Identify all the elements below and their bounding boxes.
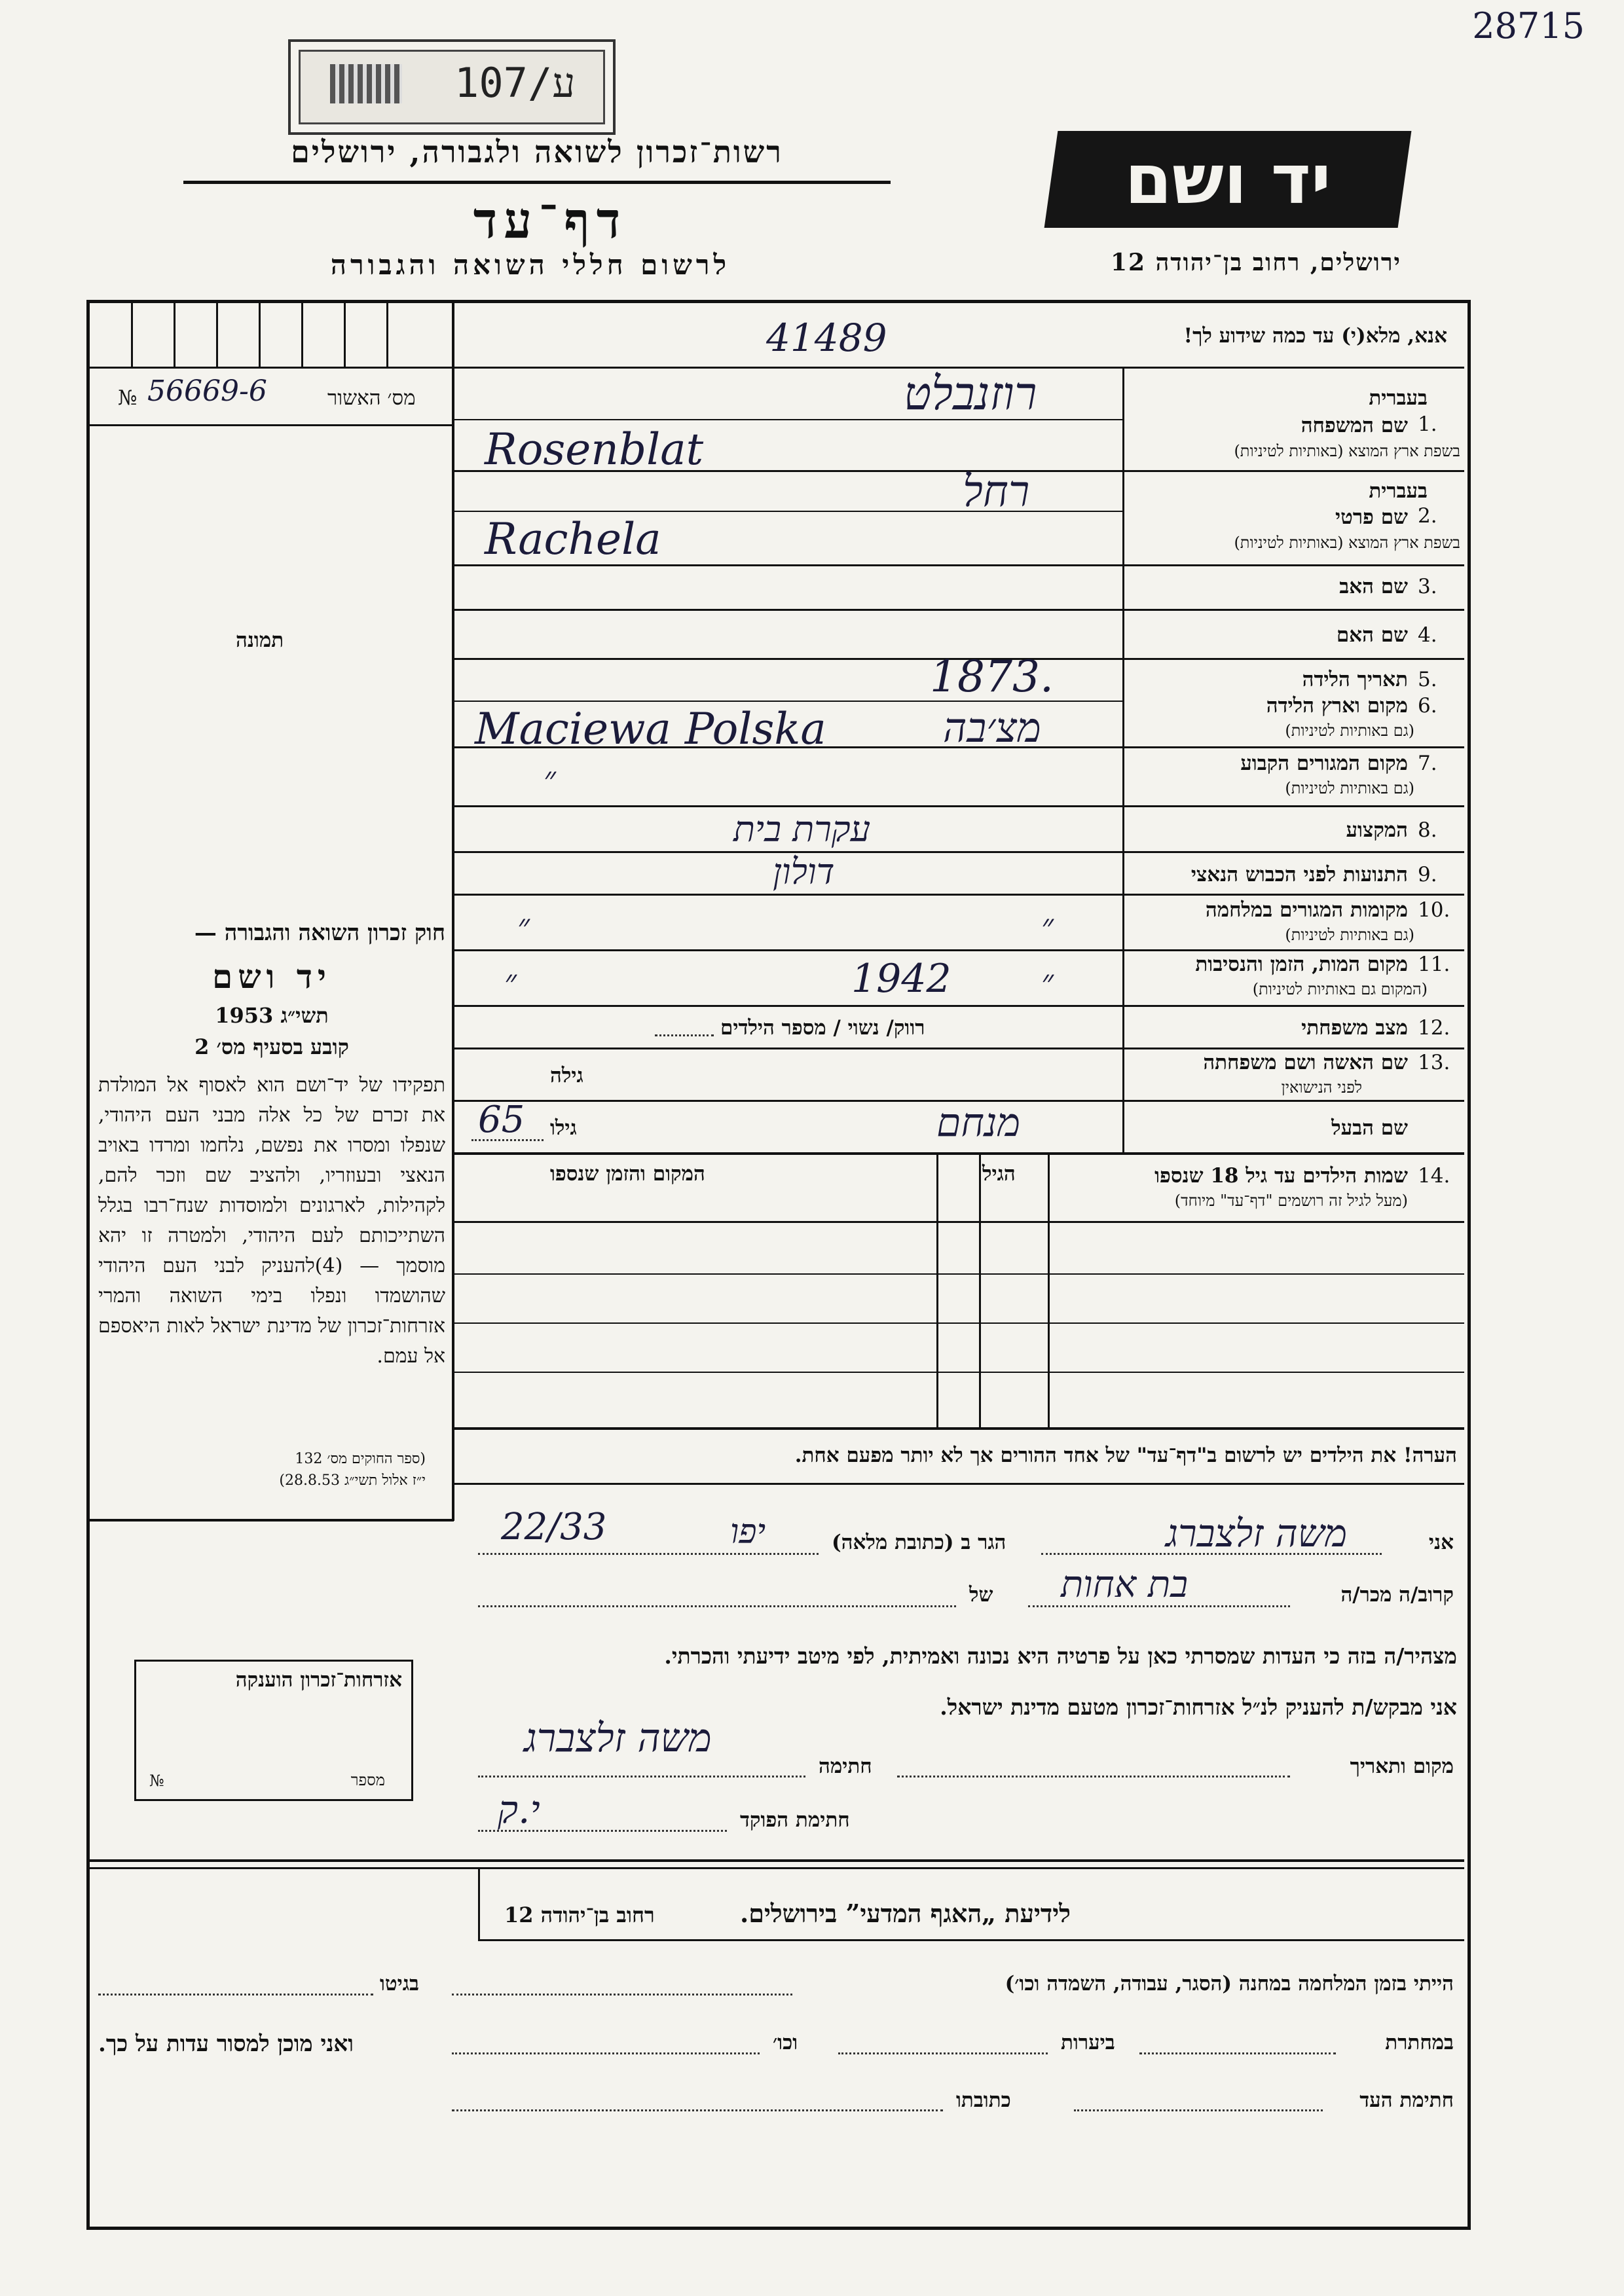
field6-value-latin: Maciewa Polska bbox=[475, 704, 826, 754]
law-year: תשי״ג 1953 bbox=[215, 1003, 329, 1028]
bottom-line2-c: וכו׳ bbox=[773, 2031, 798, 2054]
registration-number-value: 56669-6 bbox=[147, 374, 267, 408]
field2-value-latin: Rachela bbox=[485, 514, 661, 564]
children-sub: (מעל לגיל זה רושמים "דף־עד" מיוחד) bbox=[1174, 1192, 1408, 1210]
field2-label: שם פרטי bbox=[1335, 505, 1408, 529]
field11-value-year: 1942 bbox=[851, 956, 951, 1002]
logo-block bbox=[1044, 131, 1412, 228]
law-source: (ספר החוקים מס׳ 132 bbox=[295, 1451, 426, 1467]
husband-age-value: 65 bbox=[478, 1099, 525, 1141]
field1-label: שם המשפחה bbox=[1301, 414, 1408, 437]
field11-label: מקום המות, הזמן והנסיבות bbox=[1195, 953, 1408, 976]
place-date-label: מקום ותאריך bbox=[1350, 1755, 1454, 1778]
declarant-address: 22/33 bbox=[501, 1506, 607, 1548]
field11-value-b: ״ bbox=[1041, 962, 1054, 1000]
bottom-line1-a: הייתי בזמן המלחמה במחנה (הסגר, עבודה, השמדה וכו׳) bbox=[1005, 1972, 1454, 1995]
declarant-relation: בת אחות bbox=[1061, 1563, 1189, 1606]
form-title: דף־עד bbox=[473, 191, 627, 249]
stamp-number: 107/ע bbox=[454, 59, 576, 107]
photo-label: תמונה bbox=[236, 629, 284, 652]
signature-value: משה זלצברג bbox=[524, 1715, 712, 1761]
field13-age-label: גילה bbox=[550, 1064, 583, 1087]
field3-num: 3. bbox=[1418, 575, 1437, 598]
field6-label: מקום וארץ הלידה bbox=[1266, 694, 1408, 718]
field4-num: 4. bbox=[1418, 623, 1437, 647]
field10-value-a: ״ bbox=[517, 907, 530, 945]
field11-sub: (המקום גם באותיות לטיניות) bbox=[1252, 980, 1428, 998]
field12-num: 12. bbox=[1418, 1016, 1450, 1040]
field5-num: 5. bbox=[1418, 668, 1437, 691]
declarant-name: משה זלצברג bbox=[1166, 1511, 1348, 1556]
field13-num: 13. bbox=[1418, 1051, 1450, 1074]
field2-hebrew-tag: בעברית bbox=[1369, 479, 1428, 503]
declarant-residing-label: הגר ב (כתובת מלאה) bbox=[832, 1531, 1006, 1554]
law-name: יד ושם bbox=[212, 957, 331, 996]
field2-num: 2. bbox=[1418, 504, 1437, 528]
field10-label: מקומות המגורים במלחמה bbox=[1205, 898, 1408, 922]
children-label: שמות הילדים עד גיל 18 שנספו bbox=[1154, 1164, 1408, 1188]
law-text: תפקידו של יד־ושם הוא לאסוף אל המולדת את זכרם של כל אלה מבני העם היהודי, שנפלו ומסרו את נפשם, נלחמו ומרדו באויב הנאצי ובעוזריו, ולהציב שם וזכר להם, לקהילות, לארגונים ולמוסדות שנח־רבו בגלל השתייכותם לעם היהודי, ולמטרה זו יהא מוסמך — (4)להעניק לבני העם היהודי שהושמדו ונפלו בימי השואה והמרי אזרחות־זכרון של מדינת ישראל לאות היאספם אל עמם. bbox=[98, 1074, 445, 1368]
authority-name: רשות־זכרון לשואה ולגבורה, ירושלים bbox=[291, 134, 783, 170]
declarant-address-city: יפו bbox=[730, 1512, 766, 1552]
field1-sub: בשפת ארץ המוצא (באותיות לטיניות) bbox=[1234, 442, 1460, 460]
signature-label: חתימה bbox=[819, 1755, 872, 1778]
declarant-request: אני מבקש/ת להעניק לנ״ל אזרחות־זכרון מטעם מדינת ישראל. bbox=[940, 1694, 1457, 1720]
citizenship-number-mark: № bbox=[149, 1772, 164, 1790]
field8-num: 8. bbox=[1418, 818, 1437, 842]
field11-value-a: ״ bbox=[504, 962, 517, 1000]
citizenship-box bbox=[134, 1660, 413, 1801]
husband-value: מנחם bbox=[936, 1100, 1021, 1146]
bottom-title: לידיעת „האגף המדעי” בירושלים. bbox=[740, 1899, 1071, 1928]
field11-num: 11. bbox=[1418, 953, 1450, 976]
registration-number-label: מס׳ האשור bbox=[327, 386, 416, 410]
husband-age-label: גילו bbox=[550, 1116, 577, 1140]
bottom-line2-b: ביערות bbox=[1061, 2031, 1115, 2054]
field7-num: 7. bbox=[1418, 752, 1437, 775]
field1-num: 1. bbox=[1418, 412, 1437, 436]
note: הערה! את הילדים יש לרשום ב"דף־עד" של אחד ההורים אך לא יותר מפעם אחת. bbox=[794, 1444, 1457, 1467]
field1-value-latin: Rosenblat bbox=[485, 424, 704, 475]
field10-num: 10. bbox=[1418, 898, 1450, 922]
field9-num: 9. bbox=[1418, 863, 1437, 886]
field7-value: ״ bbox=[544, 759, 556, 797]
field2-value-he: רחל bbox=[963, 466, 1030, 517]
bottom-line3-b: כתובתו bbox=[956, 2088, 1011, 2112]
field1-value-he: רוזנבלט bbox=[904, 367, 1037, 420]
law-clause: קובע בסעיף מס׳ 2 bbox=[194, 1034, 349, 1059]
field7-sub: (גם באותיות לטיניות) bbox=[1285, 779, 1414, 797]
declarant-of-label: של bbox=[969, 1583, 993, 1607]
field4-label: שם האם bbox=[1336, 623, 1408, 647]
field6-num: 6. bbox=[1418, 694, 1437, 718]
field5-value: 1873. bbox=[930, 651, 1054, 702]
field10-value-b: ״ bbox=[1041, 907, 1054, 945]
children-col-place: המקום והזמן שנספו bbox=[550, 1162, 705, 1186]
bottom-line2-a: במחתרת bbox=[1385, 2031, 1454, 2054]
officer-value: י.ק bbox=[498, 1787, 540, 1832]
field9-value: דולון bbox=[773, 851, 835, 892]
field1-hebrew-tag: בעברית bbox=[1369, 386, 1428, 410]
request-line: אנא, מלא(י) עד כמה שידוע לך! bbox=[1183, 324, 1447, 348]
declarant-declaration: מצהיר/ה בזה כי העדות שמסרתי כאן על פרטיה היא נכונה ואמיתית, לפי מיטב ידיעתי והכרתי. bbox=[664, 1643, 1457, 1669]
field3-label: שם האב bbox=[1339, 575, 1408, 598]
law-title: חוק זכרון השואה והגבורה — bbox=[194, 920, 445, 946]
husband-label: שם הבעל bbox=[1331, 1116, 1408, 1140]
logo-text: יד ושם bbox=[1124, 139, 1331, 219]
field13-sub: לפני הנישואין bbox=[1281, 1078, 1362, 1097]
page-id-value: 41489 bbox=[766, 316, 887, 360]
citizenship-title: אזרחות־זכרון הוענקה bbox=[235, 1668, 402, 1692]
law-source-date: י״ז אלול תשי״ג 28.8.53) bbox=[279, 1472, 426, 1489]
declarant-relative-label: קרוב/ה מכר/ה bbox=[1340, 1583, 1454, 1607]
stamp-smudge bbox=[330, 64, 402, 103]
children-num: 14. bbox=[1418, 1164, 1450, 1188]
field10-sub: (גם באותיות לטיניות) bbox=[1285, 926, 1414, 944]
field6-sub: (גם באותיות לטיניות) bbox=[1285, 721, 1414, 740]
children-col-age: הגיל bbox=[982, 1162, 1016, 1186]
registration-number-mark: № bbox=[118, 386, 138, 410]
bottom-line1-b: בגיטו bbox=[380, 1972, 419, 1995]
field2-sub: בשפת ארץ המוצא (באותיות לטיניות) bbox=[1234, 534, 1460, 552]
bottom-address: רחוב בן־יהודה 12 bbox=[504, 1903, 655, 1927]
field13-label: שם האשה ושם משפחתה bbox=[1203, 1051, 1408, 1074]
field8-value: עקרת בית bbox=[733, 809, 871, 850]
field8-label: המקצוע bbox=[1346, 818, 1408, 842]
bottom-line3-a: חתימת העד bbox=[1359, 2088, 1454, 2112]
field7-label: מקום המגורים הקבוע bbox=[1240, 752, 1408, 775]
field6-value-he: מצ׳בה bbox=[943, 704, 1041, 752]
field12-label: מצב משפחתי bbox=[1301, 1016, 1408, 1040]
form-subtitle: לרשום חללי השואה והגבורה bbox=[330, 249, 731, 281]
field5-label: תאריך הלידה bbox=[1302, 668, 1408, 691]
bottom-line2-d: ואני מוכן למסור עדות על כך. bbox=[98, 2031, 354, 2057]
officer-label: חתימת הפוקד bbox=[740, 1808, 850, 1832]
corner-number: 28715 bbox=[1472, 5, 1585, 46]
archive-stamp bbox=[288, 39, 616, 135]
field9-label: התנועות לפני הכבוש הנאצי bbox=[1190, 863, 1408, 886]
citizenship-number-label: מספר bbox=[350, 1771, 385, 1789]
header-address: ירושלים, רחוב בן־יהודה 12 bbox=[1110, 249, 1401, 276]
field12-inline: רווק/ נשוי / מספר הילדים bbox=[720, 1016, 925, 1040]
declarant-i-label: אני bbox=[1428, 1531, 1454, 1554]
